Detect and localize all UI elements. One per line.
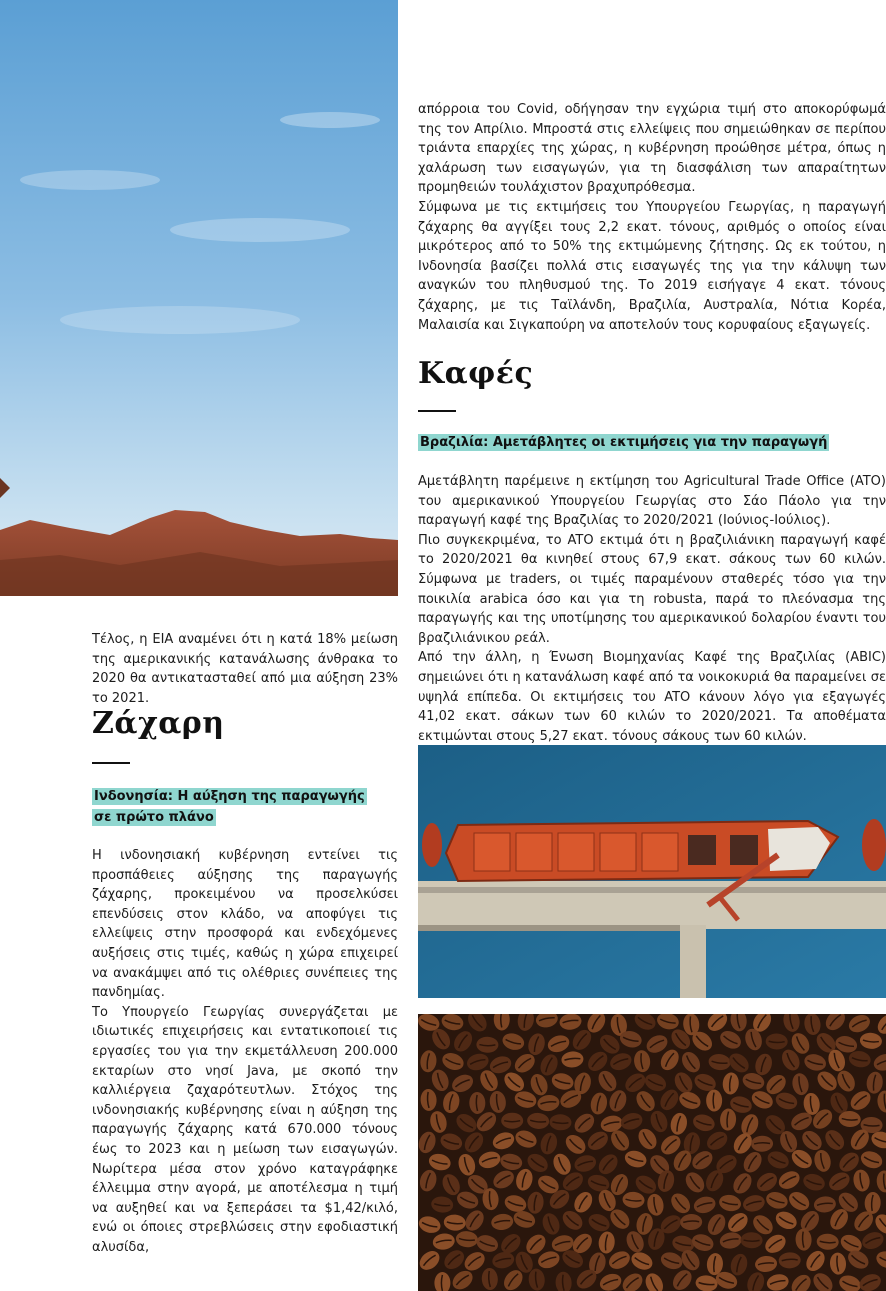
- heading-rule: [418, 410, 456, 412]
- coffee-heading: Καφές: [418, 356, 534, 391]
- sugar-subheading: [92, 786, 398, 828]
- subheading-text: Ινδονησία: Η αύξηση της παραγωγής: [94, 789, 365, 804]
- paragraph: Η ινδονησιακή κυβέρνηση εντείνει τις προσπάθειες αύξησης της παραγωγής ζάχαρης, προκειμένου να προσελκύσει επενδύσεις στον κλάδο, να αποφύγει τις ελλείψεις στην προσφορά και ενδεχόμενες αυξήσεις στις τιμές, καθώς η χώρα επιχειρεί να ανακάμψει από τις ολέθριες συνέπειες της πανδημίας.: [92, 848, 398, 1001]
- coffee-beans-photo: [418, 1014, 886, 1291]
- coffee-subheading: [418, 432, 886, 453]
- article-continuation: [418, 100, 886, 335]
- cargo-ship-photo: [418, 745, 886, 998]
- sugar-heading: Ζάχαρη: [92, 706, 225, 741]
- subheading-text: σε πρώτο πλάνο: [94, 810, 214, 825]
- paragraph: Αμετάβλητη παρέμεινε η εκτίμηση του Agricultural Trade Office (ATO) του αμερικανικού Υπουργείου Γεωργίας στο Σάο Πάολο για την παραγωγή καφέ της Βραζιλίας το 2020/2021 (Ιούνιος-Ιούλιος).: [418, 474, 886, 529]
- paragraph: Σύμφωνα με τις εκτιμήσεις του Υπουργείου Γεωργίας, η παραγωγή ζάχαρης θα αγγίξει τους 2,2 εκατ. τόνους, αριθμός ο οποίος είναι μικρότερος από το 50% της εκτιμώμενης ζήτησης. Ως εκ τούτου, η Ινδονησία βασίζει πολλά στις εισαγωγές της για την κάλυψη των αναγκών του πληθυσμού της. Το 2019 εισήγαγε 4 εκατ. τόνους ζάχαρης, με τις Ταϊλάνδη, Βραζιλία, Αυστραλία, Νότια Κορέα, Μαλαισία και Σιγκαπούρη να αποτελούν τους κορυφαίους εξαγωγείς.: [418, 199, 886, 333]
- sky-rock-photo: [0, 0, 398, 596]
- paragraph: Τέλος, η EIA αναμένει ότι η κατά 18% μείωση της αμερικανικής κατανάλωσης άνθρακα το 2020 θα αντικατασταθεί από μια αύξηση 23% το 2021.: [92, 632, 398, 706]
- sugar-body: [92, 846, 398, 1257]
- paragraph: Πιο συγκεκριμένα, το ATO εκτιμά ότι η βραζιλιάνικη παραγωγή καφέ το 2020/2021 θα κινηθεί στους 67,9 εκατ. σάκους των 60 κιλών. Σύμφωνα με traders, οι τιμές παραμένουν σταθερές τόσο για την ποικιλία arabica όσο και για τη robusta, παρά το πλεόνασμα της παραγωγής και της υποτίμησης του αμερικανικού δολαρίου έναντι του βραζιλιάνικου ρεάλ.: [418, 532, 886, 646]
- paragraph: Το Υπουργείο Γεωργίας συνεργάζεται με ιδιωτικές επιχειρήσεις και εντατικοποιεί τις εργασίες του για την εκμετάλλευση 200.000 εκταρίων στο νησί Java, με σκοπό την καλλιέργεια ζαχαρότευτλων. Στόχος της ινδονησιακής κυβέρνησης είναι η αύξηση της παραγωγής ζάχαρης κατά 670.000 τόνους έως το 2023 και η μείωση των εισαγωγών. Νωρίτερα μέσα στον χρόνο καταγράφηκε έλλειμμα στην αγορά, με αποτέλεσμα η τιμή να αυξηθεί και να ξεπεράσει τα $1,42/κιλό, ενώ οι όποιες στρεβλώσεις στην εφοδιαστική αλυσίδα,: [92, 1004, 398, 1255]
- subheading-text: Βραζιλία: Αμετάβλητες οι εκτιμήσεις για την παραγωγή: [420, 435, 828, 450]
- paragraph: απόρροια του Covid, οδήγησαν την εγχώρια τιμή στο αποκορύφωμά της τον Απρίλιο. Μπροστά στις ελλείψεις που σημειώθηκαν σε περίπου τριάντα επαρχίες της χώρας, η κυβέρνηση προώθησε μέτρα, όπως η χαλάρωση των εισαγωγών, για τη διασφάλιση των απαραίτητων προμηθειών τουλάχιστον βραχυπρόθεσμα.: [418, 102, 886, 196]
- paragraph: Από την άλλη, η Ένωση Βιομηχανίας Καφέ της Βραζιλίας (ABIC) σημειώνει ότι η κατανάλωση καφέ από τα νοικοκυριά θα παραμείνει σε υψηλά επίπεδα. Οι εκτιμήσεις του ATO κάνουν λόγο για εξαγωγές 41,02 εκατ. σάκων των 60 κιλών το 2020/2021. Τα αποθέματα εκτιμώνται στους 5,27 εκατ. τόνους σάκους των 60 κιλών.: [418, 650, 886, 744]
- heading-rule: [92, 762, 130, 764]
- coffee-body: [418, 472, 886, 746]
- coal-conclusion: [92, 630, 398, 708]
